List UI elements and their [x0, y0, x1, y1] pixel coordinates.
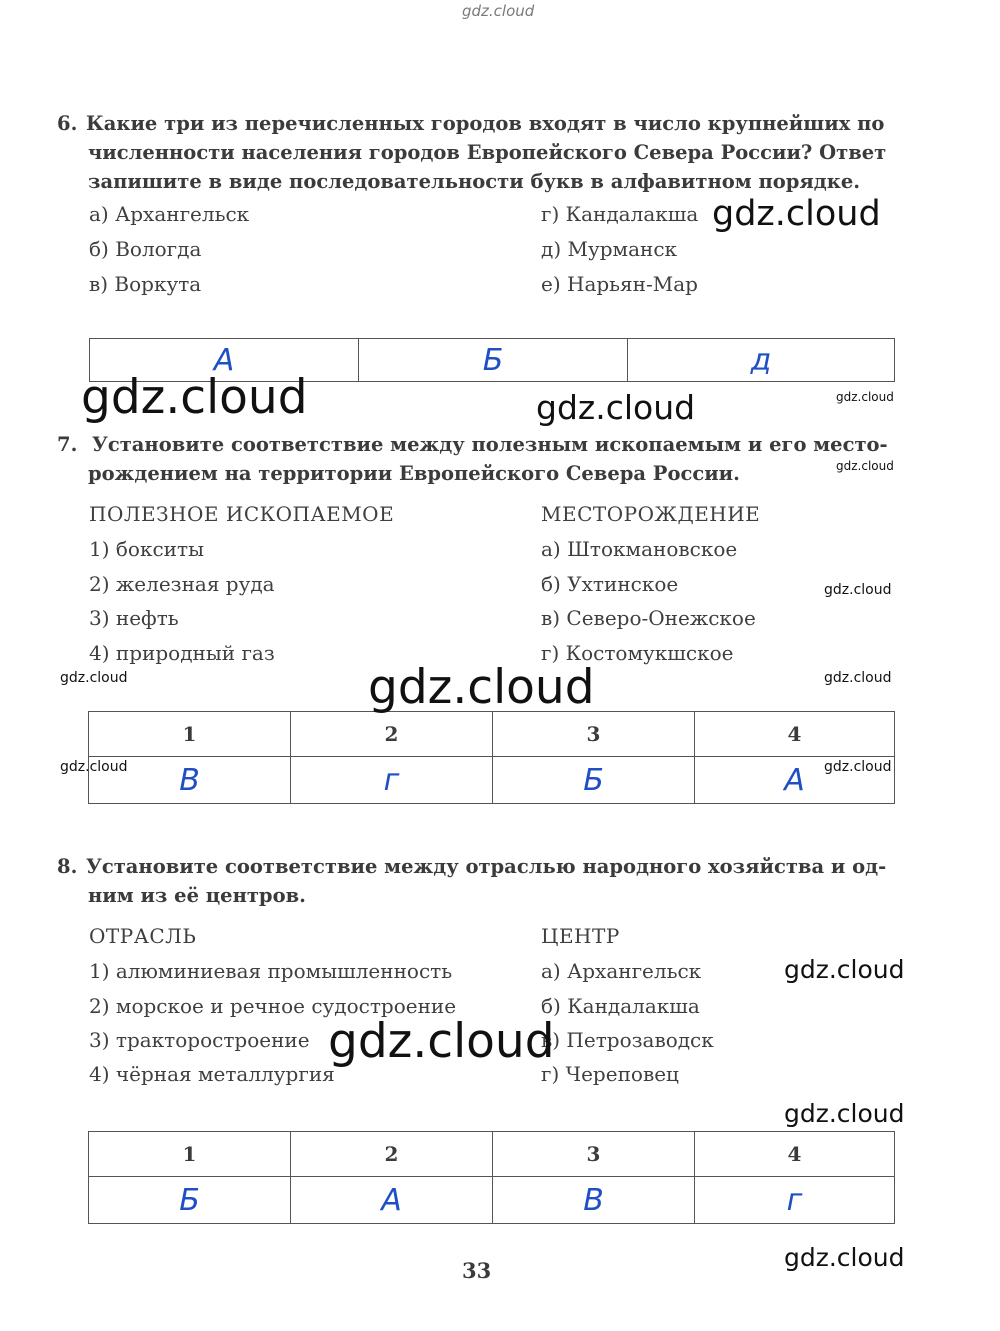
q8-answer-cell	[291, 1177, 493, 1224]
q8-right-b: б) Кандалакша	[541, 994, 700, 1018]
q7-answer-table	[88, 711, 895, 804]
q7-col-3: 3	[586, 722, 601, 746]
question-6-number: 6.	[57, 112, 78, 135]
q6-answer-1: А	[213, 342, 235, 378]
q8-right-g: г) Череповец	[541, 1062, 679, 1086]
q7-left-3: 3) нефть	[89, 606, 179, 630]
watermark-mid-3: gdz.cloud	[784, 1099, 905, 1128]
question-6-line-2: численности населения городов Европейского Севера России? Ответ	[88, 141, 887, 164]
q8-answer-4: г	[786, 1182, 803, 1218]
watermark-q6: gdz.cloud	[712, 194, 881, 234]
q6-option-b: б) Вологда	[89, 237, 202, 261]
q8-col-header	[695, 1132, 895, 1177]
q8-left-1: 1) алюминиевая промышленность	[89, 959, 453, 983]
q7-left-2: 2) железная руда	[89, 572, 275, 596]
q7-header-right: МЕСТОРОЖДЕНИЕ	[541, 502, 761, 526]
q6-option-a: а) Архангельск	[89, 202, 250, 226]
watermark-small-4: gdz.cloud	[60, 670, 128, 686]
q8-col-3: 3	[586, 1142, 601, 1166]
q8-answer-3: В	[583, 1182, 604, 1218]
watermark-small-7: gdz.cloud	[824, 759, 892, 775]
q8-col-1: 1	[182, 1142, 197, 1166]
q7-left-1: 1) бокситы	[89, 537, 204, 561]
q8-col-4: 4	[787, 1142, 802, 1166]
q6-answer-cell	[628, 339, 895, 382]
q8-right-a: а) Архангельск	[541, 959, 702, 983]
q7-answer-3: Б	[583, 762, 604, 798]
q7-answer-4: А	[784, 762, 805, 798]
q6-answer-3: д	[750, 342, 772, 378]
q7-answer-2: г	[383, 762, 400, 798]
q7-answer-cell	[291, 757, 493, 804]
q7-answer-1: В	[179, 762, 200, 798]
q8-answer-table	[88, 1131, 895, 1224]
watermark-large-3: gdz.cloud	[328, 1014, 555, 1069]
question-6-line-1: Какие три из перечисленных городов входят в число крупнейших по	[86, 112, 885, 135]
watermark-mid-2: gdz.cloud	[784, 955, 905, 984]
watermark-top: gdz.cloud	[462, 2, 535, 20]
q7-right-v: в) Северо-Онежское	[541, 606, 756, 630]
q8-right-v: в) Петрозаводск	[541, 1028, 714, 1052]
q8-col-header	[291, 1132, 493, 1177]
watermark-small-6: gdz.cloud	[60, 759, 128, 775]
q8-header-right: ЦЕНТР	[541, 924, 620, 948]
q6-answer-cell	[359, 339, 628, 382]
watermark-small-1: gdz.cloud	[836, 390, 894, 404]
q7-header-left: ПОЛЕЗНОЕ ИСКОПАЕМОЕ	[89, 502, 395, 526]
watermark-large-2: gdz.cloud	[368, 660, 595, 715]
q6-option-v: в) Воркута	[89, 272, 202, 296]
q7-right-a: а) Штокмановское	[541, 537, 738, 561]
q7-right-g: г) Костомукшское	[541, 641, 734, 665]
q7-answer-cell	[493, 757, 695, 804]
page-number: 33	[462, 1258, 492, 1283]
question-7-line-2: рождением на территории Европейского Севера России.	[88, 462, 740, 485]
watermark-large-1: gdz.cloud	[81, 370, 308, 425]
q8-col-2: 2	[384, 1142, 399, 1166]
question-6-line-3: запишите в виде последовательности букв в алфавитном порядке.	[88, 170, 861, 193]
question-7-number: 7.	[57, 433, 78, 456]
question-8-number: 8.	[57, 855, 78, 878]
watermark-small-5: gdz.cloud	[824, 670, 892, 686]
watermark-small-3: gdz.cloud	[824, 582, 892, 598]
q7-col-header	[291, 712, 493, 757]
q6-answer-2: Б	[482, 342, 504, 378]
watermark-mid-1: gdz.cloud	[536, 388, 696, 427]
q8-answer-cell	[695, 1177, 895, 1224]
watermark-mid-4: gdz.cloud	[784, 1243, 905, 1272]
question-8-line-1: Установите соответствие между отраслью народного хозяйства и од-	[86, 855, 887, 878]
q8-answer-2: А	[381, 1182, 402, 1218]
q7-col-header	[89, 712, 291, 757]
q8-left-4: 4) чёрная металлургия	[89, 1062, 335, 1086]
q6-option-e: е) Нарьян-Мар	[541, 272, 698, 296]
q7-col-2: 2	[384, 722, 399, 746]
q7-col-header	[695, 712, 895, 757]
question-7-line-1: Установите соответствие между полезным ископаемым и его место-	[92, 433, 888, 456]
q7-right-b: б) Ухтинское	[541, 572, 679, 596]
watermark-small-2: gdz.cloud	[836, 459, 894, 473]
q8-answer-cell	[89, 1177, 291, 1224]
q6-option-g: г) Кандалакша	[541, 202, 699, 226]
q8-col-header	[493, 1132, 695, 1177]
q8-left-2: 2) морское и речное судостроение	[89, 994, 457, 1018]
q8-header-left: ОТРАСЛЬ	[89, 924, 197, 948]
q8-answer-cell	[493, 1177, 695, 1224]
question-8-line-2: ним из её центров.	[88, 884, 306, 907]
q7-col-1: 1	[182, 722, 197, 746]
q8-answer-1: Б	[179, 1182, 200, 1218]
q6-option-d: д) Мурманск	[541, 237, 678, 261]
q8-left-3: 3) тракторостроение	[89, 1028, 310, 1052]
q8-col-header	[89, 1132, 291, 1177]
q7-col-4: 4	[787, 722, 802, 746]
q7-col-header	[493, 712, 695, 757]
q7-left-4: 4) природный газ	[89, 641, 275, 665]
